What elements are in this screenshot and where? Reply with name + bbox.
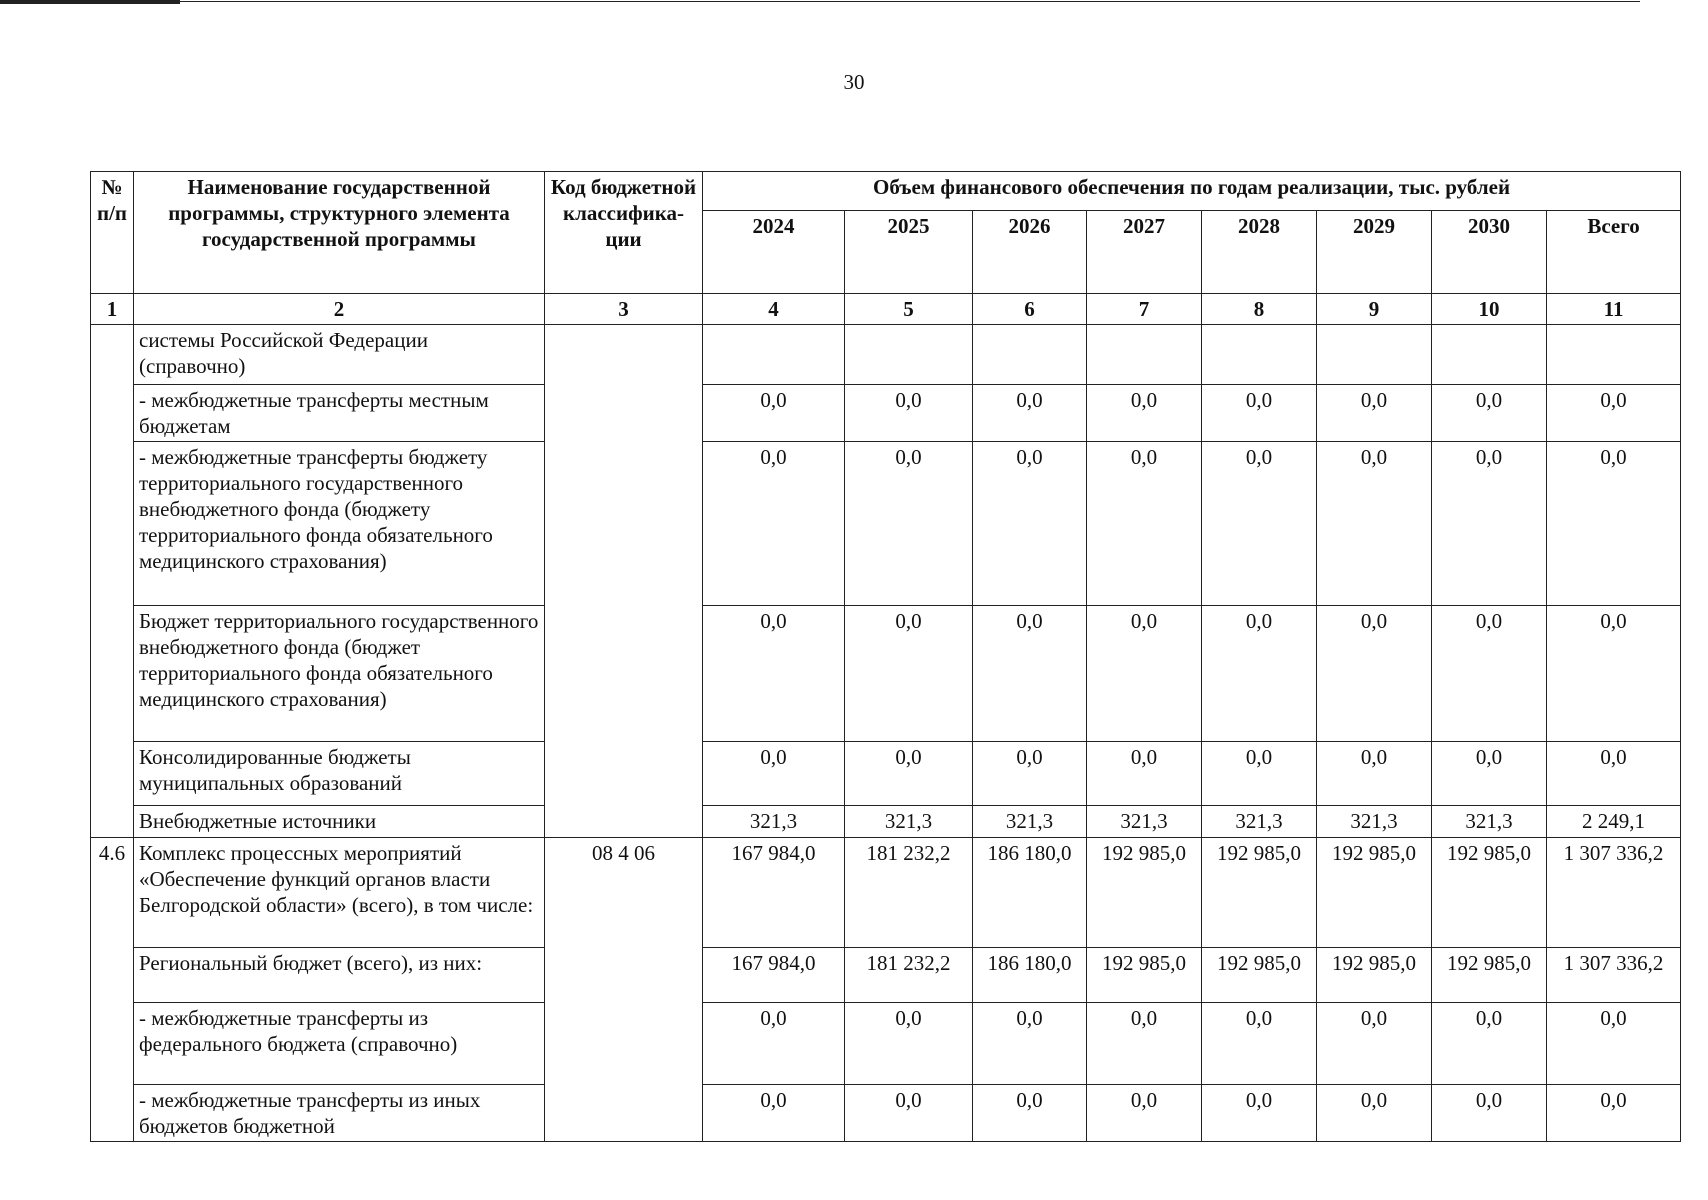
value-cell: 0,0 [1202, 385, 1317, 442]
value-cell: 0,0 [845, 1003, 973, 1085]
value-cell: 0,0 [703, 606, 845, 742]
value-cell: 0,0 [1087, 742, 1202, 806]
value-cell: 321,3 [703, 806, 845, 838]
value-cell: 167 984,0 [703, 838, 845, 948]
table-row [91, 948, 1681, 1003]
value-cell: 0,0 [1317, 1003, 1432, 1085]
value-cell: 0,0 [1547, 1003, 1681, 1085]
value-cell: 0,0 [1087, 385, 1202, 442]
value-cell: 0,0 [1317, 442, 1432, 606]
value-cell: 321,3 [1087, 806, 1202, 838]
header-code: Код бюджетной классифика- ции [545, 172, 703, 294]
table-row [91, 442, 1681, 606]
value-cell: 0,0 [1317, 1085, 1432, 1142]
value-cell: 0,0 [703, 1003, 845, 1085]
header-year: 2027 [1087, 211, 1202, 294]
column-index: 9 [1317, 294, 1432, 325]
value-cell: 0,0 [1547, 385, 1681, 442]
column-index: 5 [845, 294, 973, 325]
row-name: Консолидированные бюджеты муниципальных образований [134, 742, 545, 806]
value-cell [845, 325, 973, 385]
value-cell [703, 325, 845, 385]
value-cell: 0,0 [1432, 742, 1547, 806]
header-name: Наименование государственной программы, структурного элемента государственной программы [134, 172, 545, 294]
value-cell: 192 985,0 [1202, 838, 1317, 948]
value-cell: 0,0 [1317, 742, 1432, 806]
value-cell: 181 232,2 [845, 948, 973, 1003]
row-code-cell [545, 325, 703, 838]
row-name: - межбюджетные трансферты из федерального бюджета (справочно) [134, 1003, 545, 1085]
value-cell: 0,0 [703, 385, 845, 442]
value-cell: 321,3 [1317, 806, 1432, 838]
column-index: 8 [1202, 294, 1317, 325]
value-cell: 0,0 [1087, 1003, 1202, 1085]
row-number: 4.6 [91, 838, 134, 1142]
value-cell: 2 249,1 [1547, 806, 1681, 838]
row-name: Комплекс процессных мероприятий «Обеспечение функций органов власти Белгородской области» (всего), в том числе: [134, 838, 545, 948]
header-year: 2030 [1432, 211, 1547, 294]
value-cell: 0,0 [1432, 385, 1547, 442]
value-cell: 0,0 [1432, 606, 1547, 742]
row-name: системы Российской Федерации (справочно) [134, 325, 545, 385]
row-name: Внебюджетные источники [134, 806, 545, 838]
header-funding-group: Объем финансового обеспечения по годам реализации, тыс. рублей [703, 172, 1681, 211]
value-cell: 0,0 [1202, 742, 1317, 806]
value-cell: 0,0 [845, 385, 973, 442]
value-cell: 321,3 [1202, 806, 1317, 838]
value-cell [1202, 325, 1317, 385]
value-cell [973, 325, 1087, 385]
table-row [91, 325, 1681, 385]
column-index: 2 [134, 294, 545, 325]
header-year: 2026 [973, 211, 1087, 294]
row-name: Региональный бюджет (всего), из них: [134, 948, 545, 1003]
value-cell: 167 984,0 [703, 948, 845, 1003]
value-cell: 192 985,0 [1202, 948, 1317, 1003]
value-cell: 0,0 [703, 1085, 845, 1142]
value-cell [1087, 325, 1202, 385]
row-name: Бюджет территориального государственного внебюджетного фонда (бюджет территориального фонда обязательного медицинского страхования) [134, 606, 545, 742]
value-cell: 192 985,0 [1317, 838, 1432, 948]
value-cell: 186 180,0 [973, 838, 1087, 948]
column-index: 3 [545, 294, 703, 325]
value-cell: 0,0 [1202, 606, 1317, 742]
header-number: № п/п [91, 172, 134, 294]
value-cell: 0,0 [973, 742, 1087, 806]
value-cell: 0,0 [1087, 606, 1202, 742]
value-cell: 1 307 336,2 [1547, 948, 1681, 1003]
row-name: - межбюджетные трансферты бюджету территориального государственного внебюджетного фонда (бюджету территориального фонда обязательного медицинского страхования) [134, 442, 545, 606]
table-row [91, 606, 1681, 742]
value-cell: 192 985,0 [1432, 838, 1547, 948]
table-row [91, 838, 1681, 948]
value-cell: 0,0 [703, 742, 845, 806]
value-cell: 0,0 [973, 1003, 1087, 1085]
value-cell: 0,0 [1547, 606, 1681, 742]
value-cell: 192 985,0 [1087, 838, 1202, 948]
row-name: - межбюджетные трансферты местным бюджетам [134, 385, 545, 442]
value-cell: 0,0 [1432, 442, 1547, 606]
column-index: 10 [1432, 294, 1547, 325]
value-cell: 0,0 [1087, 442, 1202, 606]
column-index: 11 [1547, 294, 1681, 325]
value-cell: 1 307 336,2 [1547, 838, 1681, 948]
value-cell: 0,0 [1317, 606, 1432, 742]
table-row [91, 742, 1681, 806]
value-cell: 0,0 [845, 742, 973, 806]
value-cell: 0,0 [1202, 442, 1317, 606]
column-index: 4 [703, 294, 845, 325]
column-index: 1 [91, 294, 134, 325]
funding-table [90, 171, 1681, 1142]
value-cell: 0,0 [973, 1085, 1087, 1142]
value-cell: 321,3 [1432, 806, 1547, 838]
table-row [91, 385, 1681, 442]
row-number-cell [91, 325, 134, 838]
value-cell [1547, 325, 1681, 385]
table-row [91, 806, 1681, 838]
header-total: Всего [1547, 211, 1681, 294]
value-cell: 0,0 [1547, 742, 1681, 806]
header-year: 2025 [845, 211, 973, 294]
value-cell: 0,0 [1317, 385, 1432, 442]
value-cell: 181 232,2 [845, 838, 973, 948]
value-cell [1317, 325, 1432, 385]
value-cell: 192 985,0 [1087, 948, 1202, 1003]
value-cell: 0,0 [973, 606, 1087, 742]
value-cell: 0,0 [845, 1085, 973, 1142]
value-cell: 0,0 [703, 442, 845, 606]
value-cell: 186 180,0 [973, 948, 1087, 1003]
value-cell: 0,0 [1202, 1003, 1317, 1085]
header-year: 2029 [1317, 211, 1432, 294]
value-cell: 321,3 [845, 806, 973, 838]
row-code: 08 4 06 [545, 838, 703, 1142]
column-index: 7 [1087, 294, 1202, 325]
scan-edge-line [180, 1, 1640, 2]
value-cell: 192 985,0 [1317, 948, 1432, 1003]
value-cell [1432, 325, 1547, 385]
column-index: 6 [973, 294, 1087, 325]
value-cell: 0,0 [1087, 1085, 1202, 1142]
header-year: 2028 [1202, 211, 1317, 294]
value-cell: 321,3 [973, 806, 1087, 838]
row-name: - межбюджетные трансферты из иных бюджетов бюджетной [134, 1085, 545, 1142]
value-cell: 0,0 [1547, 442, 1681, 606]
scan-edge-line [0, 0, 180, 4]
header-year: 2024 [703, 211, 845, 294]
value-cell: 0,0 [1432, 1003, 1547, 1085]
value-cell: 0,0 [1202, 1085, 1317, 1142]
value-cell: 0,0 [845, 606, 973, 742]
value-cell: 0,0 [973, 442, 1087, 606]
value-cell: 0,0 [973, 385, 1087, 442]
table-row [91, 1003, 1681, 1085]
value-cell: 0,0 [1432, 1085, 1547, 1142]
value-cell: 192 985,0 [1432, 948, 1547, 1003]
page-number: 30 [843, 70, 865, 94]
value-cell: 0,0 [1547, 1085, 1681, 1142]
table-row [91, 1085, 1681, 1142]
value-cell: 0,0 [845, 442, 973, 606]
